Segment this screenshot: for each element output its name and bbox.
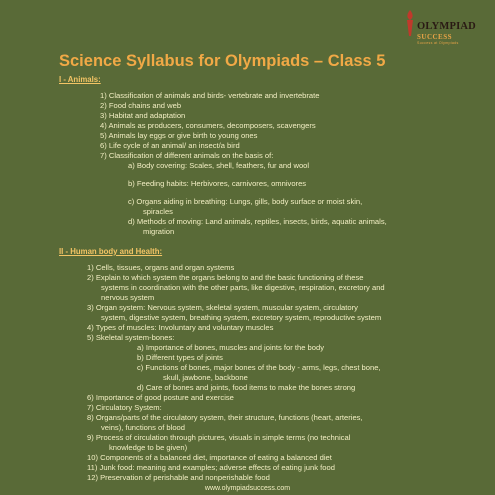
sub-list-item-continued: skull, jawbone, backbone (163, 373, 248, 382)
list-item-continued: nervous system (101, 293, 155, 302)
sub-list-item-continued: spiracles (143, 207, 173, 216)
list-item: 7) Circulatory System: (87, 403, 162, 412)
list-item: 7) Classification of different animals on the basis of: (100, 151, 274, 160)
list-item: 12) Preservation of perishable and nonperishable food (87, 473, 270, 482)
logo-torch-icon (403, 8, 417, 38)
sub-list-item-continued: migration (143, 227, 175, 236)
list-item: 2) Explain to which system the organs belong to and the basic functioning of these (87, 273, 364, 282)
footer-url[interactable]: www.olympiadsuccess.com (204, 485, 291, 492)
list-item: 10) Components of a balanced diet, importance of eating a balanced diet (87, 453, 332, 462)
sub-list-item: d) Care of bones and joints, food items to make the bones strong (137, 383, 356, 392)
logo-tagline: Success at Olympiads (417, 41, 459, 45)
sub-list-item: a) Body covering: Scales, shell, feathers, fur and wool (128, 161, 310, 170)
list-item: 11) Junk food: meaning and examples; adverse effects of eating junk food (87, 463, 335, 472)
sub-list-item: b) Different types of joints (137, 353, 223, 362)
list-item: 1) Classification of animals and birds- vertebrate and invertebrate (100, 91, 320, 100)
sub-list-item: b) Feeding habits: Herbivores, carnivores, omnivores (128, 179, 307, 188)
sub-list-item: a) Importance of bones, muscles and joints for the body (137, 343, 324, 352)
list-item: 5) Animals lay eggs or give birth to young ones (100, 131, 258, 140)
list-item: 4) Types of muscles: Involuntary and voluntary muscles (87, 323, 274, 332)
sub-list-item: c) Organs aiding in breathing: Lungs, gills, body surface or moist skin, (128, 197, 363, 206)
list-item-continued: knowledge to be given) (109, 443, 188, 452)
list-item: 8) Organs/parts of the circulatory system, their structure, functions (heart, arteries, (87, 413, 363, 422)
list-item: 3) Habitat and adaptation (100, 111, 186, 120)
list-item: 6) Life cycle of an animal/ an insect/a bird (100, 141, 240, 150)
sub-list-item: d) Methods of moving: Land animals, reptiles, insects, birds, aquatic animals, (128, 217, 387, 226)
section-heading-animals: I - Animals: (59, 75, 101, 84)
page-title: Science Syllabus for Olympiads – Class 5 (59, 52, 386, 70)
list-item: 2) Food chains and web (100, 101, 182, 110)
logo-sub: SUCCESS (417, 33, 453, 41)
list-item-continued: systems in coordination with the other parts, like digestive, respiration, excretory and (101, 283, 385, 292)
list-item-continued: system, digestive system, breathing system, excretory system, reproductive system (101, 313, 382, 322)
section-heading-human-body: II - Human body and Health: (59, 247, 163, 256)
list-item-continued: veins), functions of blood (101, 423, 186, 432)
olympiad-success-logo[interactable] (403, 8, 483, 48)
list-item: 9) Process of circulation through pictures, visuals in simple terms (no technical (87, 433, 351, 442)
logo-name: OLYMPIAD (417, 21, 476, 32)
list-item: 6) Importance of good posture and exercise (87, 393, 234, 402)
list-item: 1) Cells, tissues, organs and organ systems (87, 263, 235, 272)
list-item: 4) Animals as producers, consumers, decomposers, scavengers (100, 121, 316, 130)
list-item: 3) Organ system: Nervous system, skeletal system, muscular system, circulatory (87, 303, 358, 312)
list-item: 5) Skeletal system-bones: (87, 333, 175, 342)
sub-list-item: c) Functions of bones, major bones of the body - arms, legs, chest bone, (137, 363, 381, 372)
